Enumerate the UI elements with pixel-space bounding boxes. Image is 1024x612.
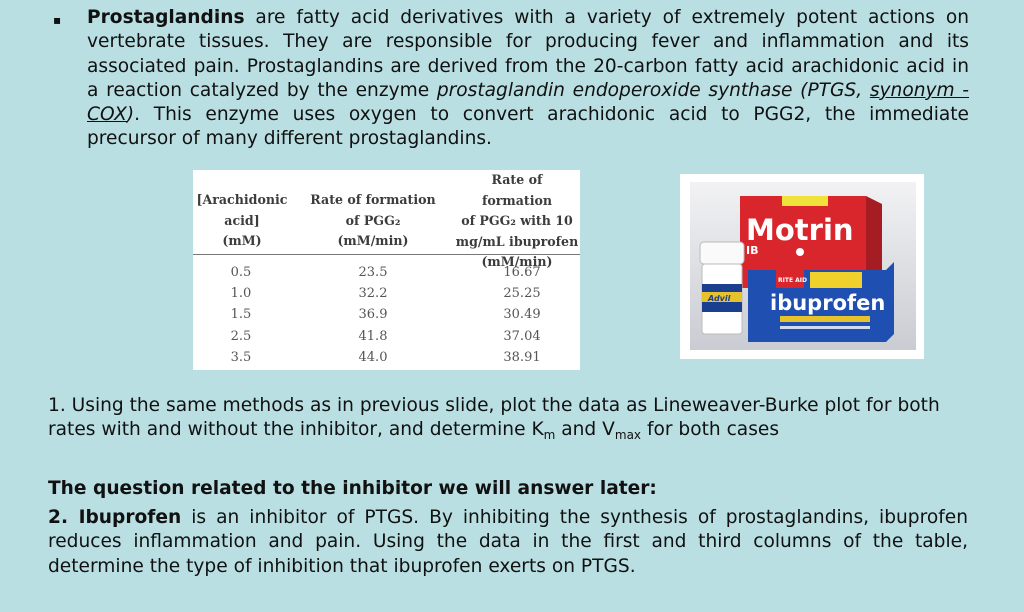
header-cell: (mM) [222,233,262,248]
table-cell: 1.5 [230,307,252,323]
advil-brand: Advil [708,294,731,303]
riteaid-label: RITE AID [778,277,807,284]
inhibitor-heading: The question related to the inhibitor we will answer later: [48,478,657,499]
enzyme-close-paren: ) [126,104,135,126]
header-cell: [Arachidonic [196,192,288,207]
intro-text-1: are fatty acid derivatives with a variety of extremely potent actions on vertebrate tissues. They are responsible for producing fever and inflammation and its associated pain. Prostaglandins are derived from the 20-carbon fatty acid arachidonic acid in a reaction catalyzed by the enzyme [87,7,969,101]
question-1 [48,394,968,443]
intro-bullet [53,6,969,152]
table-cell: 30.49 [503,307,541,323]
column-rate-ibuprofen [487,262,557,368]
table-cell: 0.5 [230,265,252,280]
prostaglandins-term: Prostaglandins [87,7,245,28]
column-rate [343,262,403,368]
motrin-ib: IB [746,244,759,257]
table-cell: 23.5 [358,265,388,280]
enzyme-name: prostaglandin endoperoxide synthase (PTGS, [436,79,870,101]
header-rate [303,190,443,252]
table-cell: 1.0 [230,286,252,302]
table-cell: 41.8 [358,328,388,344]
header-rate-ibuprofen [455,170,579,273]
intro-text-2: . This enzyme uses oxygen to convert arachidonic acid to PGG2, the immediate precursor of many different prostaglandins. [87,104,969,150]
ibuprofen-products-photo [680,174,924,359]
table-cell: 38.91 [503,349,541,365]
bullet-marker: ▪ [53,13,62,27]
header-cell: of PGG₂ [345,212,401,228]
motrin-brand: Motrin [746,213,854,247]
vmax-subscript: max [614,428,642,443]
km-subscript: m [543,428,556,443]
table-cell: 36.9 [358,307,388,323]
q2-number-term: 2. Ibuprofen [48,507,182,528]
products-illustration [680,174,924,359]
advil-bottle-cap [700,242,744,264]
table-cell: 44.0 [358,349,388,365]
table-cell: 32.2 [358,286,388,302]
q1-text-b: and V [555,419,615,441]
header-cell: of PGG₂ with 10 [461,213,573,228]
kinetics-table [193,170,580,370]
header-cell: Rate of formation [310,192,436,207]
header-cell: (mM/min) [481,254,553,269]
q1-text-c: for both cases [641,419,780,441]
header-cell: acid] [224,212,260,228]
column-arachidonic [211,262,271,368]
table-cell: 2.5 [230,328,252,344]
question-2 [48,506,968,579]
header-cell: mg/mL ibuprofen [455,233,579,249]
table-cell: 16.67 [503,265,541,280]
ibuprofen-brand: ibuprofen [770,291,886,315]
header-cell: (mM/min) [337,233,409,248]
table-cell: 25.25 [503,286,541,302]
q1-text-a: 1. Using the same methods as in previous slide, plot the data as Lineweaver-Burke plot for both rates with and without the inhibitor, and determine K [48,395,940,441]
header-cell: Rate of formation [481,172,553,208]
table-cell: 37.04 [503,328,541,344]
table-divider [193,254,580,255]
table-cell: 3.5 [230,349,252,365]
header-arachidonic [195,190,289,252]
q2-text: is an inhibitor of PTGS. By inhibiting the synthesis of prostaglandins, ibuprofen reduces inflammation and pain. Using the data in the first and third columns of the table, determine the type of inhibition that ibuprofen exerts on PTGS. [48,507,968,577]
synonym-link[interactable]: synonym - COX [87,79,970,126]
intro-paragraph [87,6,969,152]
